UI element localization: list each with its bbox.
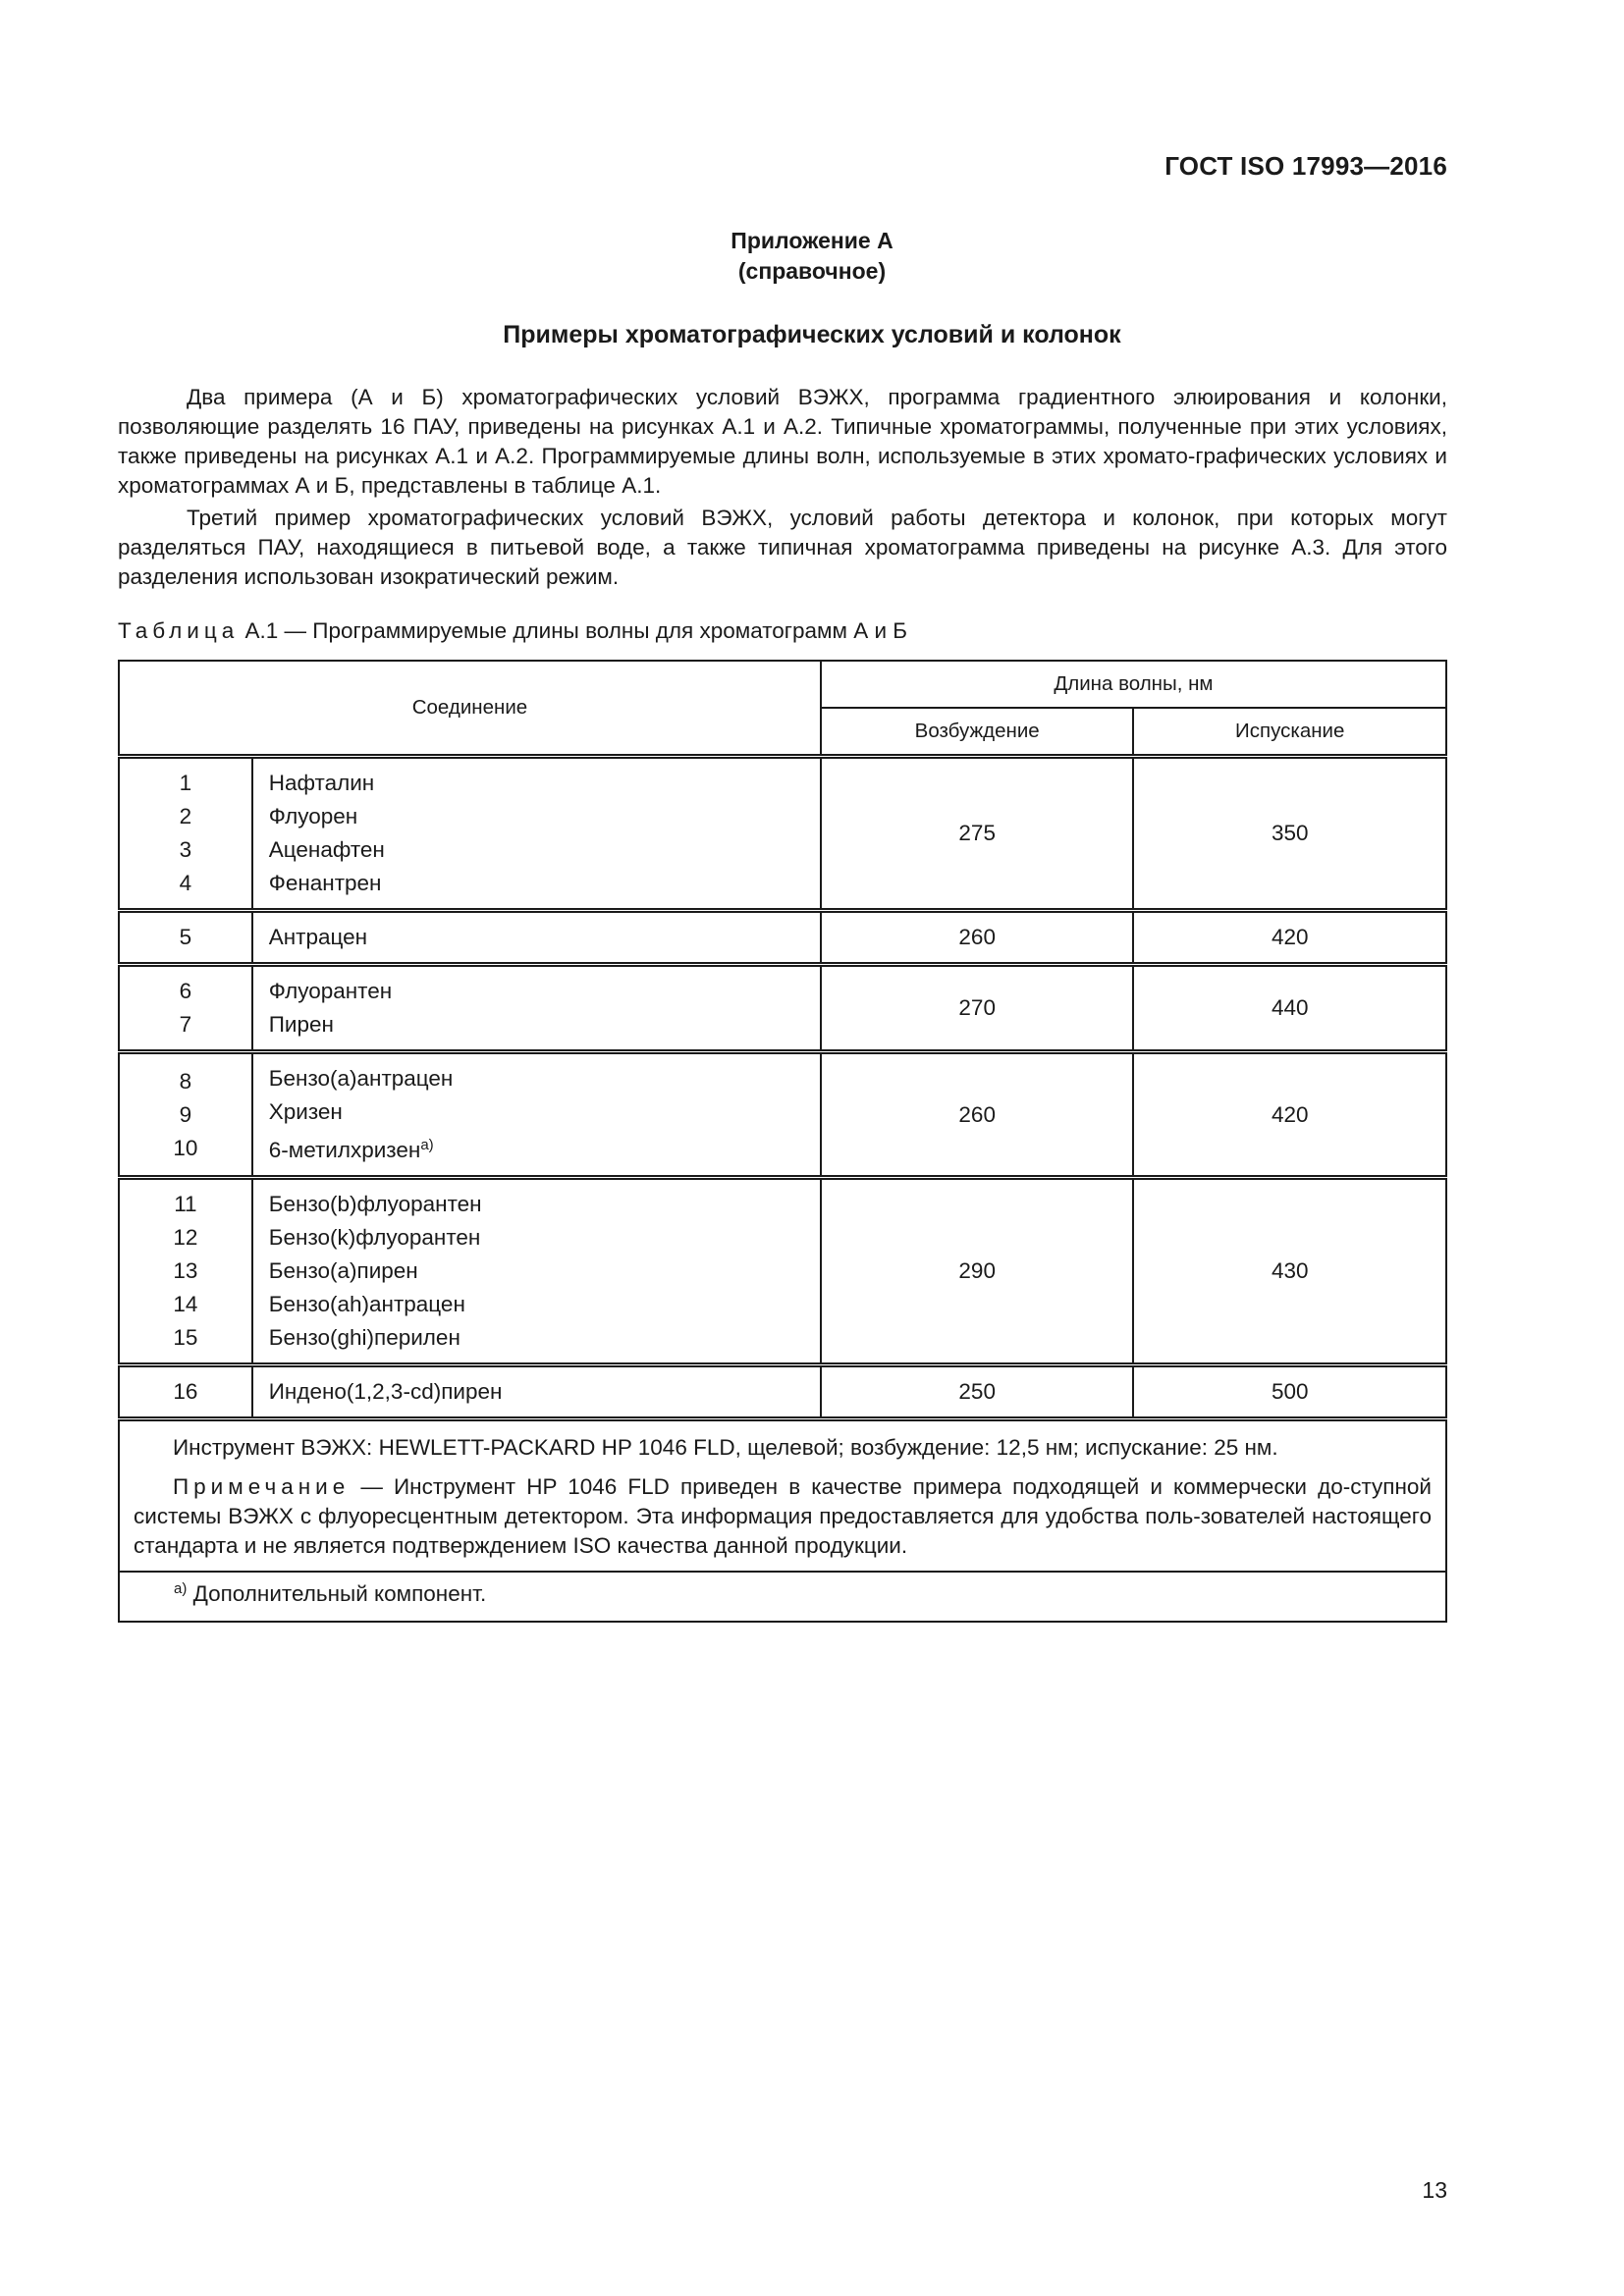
page-number: 13 xyxy=(1422,2177,1447,2203)
emission-value: 420 xyxy=(1133,1052,1446,1178)
header-emission: Испускание xyxy=(1133,708,1446,757)
compound-name xyxy=(269,1129,820,1167)
compound-name xyxy=(269,1008,820,1041)
paragraph-text: Два примера (А и Б) хроматографических условий ВЭЖХ, программа градиентного элюирования и колонки, позволяющие разделять 16 ПАУ, приведены на рисунках А.1 и А.2. Типичные хроматограммы, полученные при этих условиях, также приведены на рисунках А.1 и А.2. Программируемые длины волн, используемые в этих хромато-графических условиях и хроматограммах А и Б, представлены в таблице А.1. xyxy=(118,385,1447,498)
paragraph-text: Третий пример хроматографических условий ВЭЖХ, условий работы детектора и колонок, при которых могут разделяться ПАУ, находящиеся в питьевой воде, а также типичная хроматограмма приведены на рисунке А.3. Для этого разделения использован изократический режим. xyxy=(118,506,1447,589)
table-body xyxy=(119,757,1446,1419)
header-wavelength: Длина волны, нм xyxy=(821,661,1446,708)
compound-number: 7 xyxy=(179,1012,192,1037)
compound-name xyxy=(269,921,820,954)
compound-name xyxy=(269,1062,820,1095)
footnote-marker: а) xyxy=(420,1137,434,1153)
table-caption xyxy=(118,618,907,644)
compound-number: 3 xyxy=(179,837,192,862)
emission-value: 500 xyxy=(1133,1365,1446,1419)
table-row xyxy=(119,965,1446,1052)
annex-title: Приложение А xyxy=(731,228,893,253)
compound-number: 9 xyxy=(179,1101,192,1127)
emission-value: 430 xyxy=(1133,1178,1446,1365)
table-row xyxy=(119,1178,1446,1365)
compound-name-text: 6-метилхризен xyxy=(268,1138,421,1162)
compound-name-cell xyxy=(252,965,821,1052)
excitation-value: 270 xyxy=(821,965,1134,1052)
compound-number-cell xyxy=(119,965,252,1052)
compound-number: 13 xyxy=(173,1258,198,1283)
compound-name-cell xyxy=(252,757,821,911)
compound-name-text: Бензо(ah)антрацен xyxy=(268,1292,465,1316)
header-compound: Соединение xyxy=(119,661,821,757)
compound-name-text: Флуорантен xyxy=(268,979,393,1003)
compound-name-text: Бензо(k)флуорантен xyxy=(268,1225,481,1250)
footnote-text: Дополнительный компонент. xyxy=(187,1581,487,1606)
compound-number: 11 xyxy=(174,1192,197,1216)
compound-number: 15 xyxy=(173,1325,198,1350)
remark xyxy=(134,1472,1432,1561)
compound-number: 1 xyxy=(179,771,192,795)
compound-number: 16 xyxy=(173,1379,198,1404)
compound-name xyxy=(269,1221,820,1255)
compound-name xyxy=(269,1375,820,1409)
wavelength-table xyxy=(118,660,1447,1623)
compound-number: 5 xyxy=(179,925,192,949)
excitation-value: 260 xyxy=(821,911,1134,965)
compound-name xyxy=(269,833,820,867)
excitation-value: 250 xyxy=(821,1365,1134,1419)
compound-name-text: Аценафтен xyxy=(268,837,385,862)
compound-name-text: Флуорен xyxy=(268,804,358,828)
excitation-value: 275 xyxy=(821,757,1134,911)
compound-name-text: Фенантрен xyxy=(268,871,382,895)
compound-name-text: Нафталин xyxy=(268,771,375,795)
compound-number: 8 xyxy=(179,1068,192,1094)
compound-number: 4 xyxy=(179,871,192,895)
compound-name xyxy=(269,767,820,800)
footnote-marker: а) xyxy=(174,1580,188,1597)
table-note xyxy=(119,1419,1446,1573)
table-row xyxy=(119,757,1446,911)
emission-value: 420 xyxy=(1133,911,1446,965)
compound-name-text: Бензо(ghi)перилен xyxy=(268,1325,460,1350)
compound-number: 2 xyxy=(179,804,192,828)
compound-name-text: Пирен xyxy=(268,1012,334,1037)
remark-text: — Инструмент HP 1046 FLD приведен в качестве примера подходящей и коммерчески до-ступной системы ВЭЖХ с флуоресцентным детектором. Эта информация предоставляется для удобства поль-зователей настоящего стандарта и не является подтверждением ISO качества данной продукции. xyxy=(134,1474,1432,1558)
compound-name-text: Бензо(а)антрацен xyxy=(268,1066,454,1091)
compound-number: 14 xyxy=(173,1292,198,1316)
excitation-value: 290 xyxy=(821,1178,1134,1365)
compound-number: 10 xyxy=(173,1135,198,1160)
compound-name-cell xyxy=(252,1052,821,1178)
compound-name-cell xyxy=(252,1365,821,1419)
compound-name-text: Индено(1,2,3-cd)пирен xyxy=(268,1379,503,1404)
body-paragraph-1 xyxy=(118,383,1447,501)
body-paragraph-2 xyxy=(118,504,1447,592)
compound-number-cell xyxy=(119,1178,252,1365)
emission-value: 350 xyxy=(1133,757,1446,911)
header-excitation: Возбуждение xyxy=(821,708,1134,757)
compound-name-text: Бензо(b)флуорантен xyxy=(268,1192,482,1216)
standard-code: ГОСТ ISO 17993—2016 xyxy=(1164,151,1447,181)
compound-name xyxy=(269,1188,820,1221)
instrument-note: Инструмент ВЭЖХ: HEWLETT-PACKARD HP 1046 FLD, щелевой; возбуждение: 12,5 нм; испускание: 25 нм. xyxy=(173,1435,1278,1460)
compound-name xyxy=(269,800,820,833)
compound-name xyxy=(269,1288,820,1321)
compound-name xyxy=(269,1255,820,1288)
compound-number-cell xyxy=(119,1365,252,1419)
compound-number-cell xyxy=(119,1052,252,1178)
compound-name-text: Бензо(а)пирен xyxy=(268,1258,418,1283)
excitation-value: 260 xyxy=(821,1052,1134,1178)
compound-number-cell xyxy=(119,757,252,911)
compound-number: 6 xyxy=(179,979,192,1003)
table-row xyxy=(119,1365,1446,1419)
compound-name-cell xyxy=(252,911,821,965)
compound-name xyxy=(269,1321,820,1355)
compound-name-text: Хризен xyxy=(268,1099,343,1124)
annex-heading: Примеры хроматографических условий и колонок xyxy=(503,321,1121,348)
table-footnote xyxy=(119,1572,1446,1622)
table-row xyxy=(119,911,1446,965)
table-caption-text: А.1 — Программируемые длины волны для хроматограмм А и Б xyxy=(244,618,908,643)
compound-name-text: Антрацен xyxy=(268,925,368,949)
table-row xyxy=(119,1052,1446,1178)
annex-kind: (справочное) xyxy=(737,258,887,284)
compound-name-cell xyxy=(252,1178,821,1365)
compound-number: 12 xyxy=(173,1225,198,1250)
remark-label: Примечание xyxy=(173,1474,351,1499)
table-caption-label: Таблица xyxy=(118,618,240,643)
compound-name xyxy=(269,867,820,900)
compound-name xyxy=(269,1095,820,1129)
compound-number-cell xyxy=(119,911,252,965)
compound-name xyxy=(269,975,820,1008)
emission-value: 440 xyxy=(1133,965,1446,1052)
